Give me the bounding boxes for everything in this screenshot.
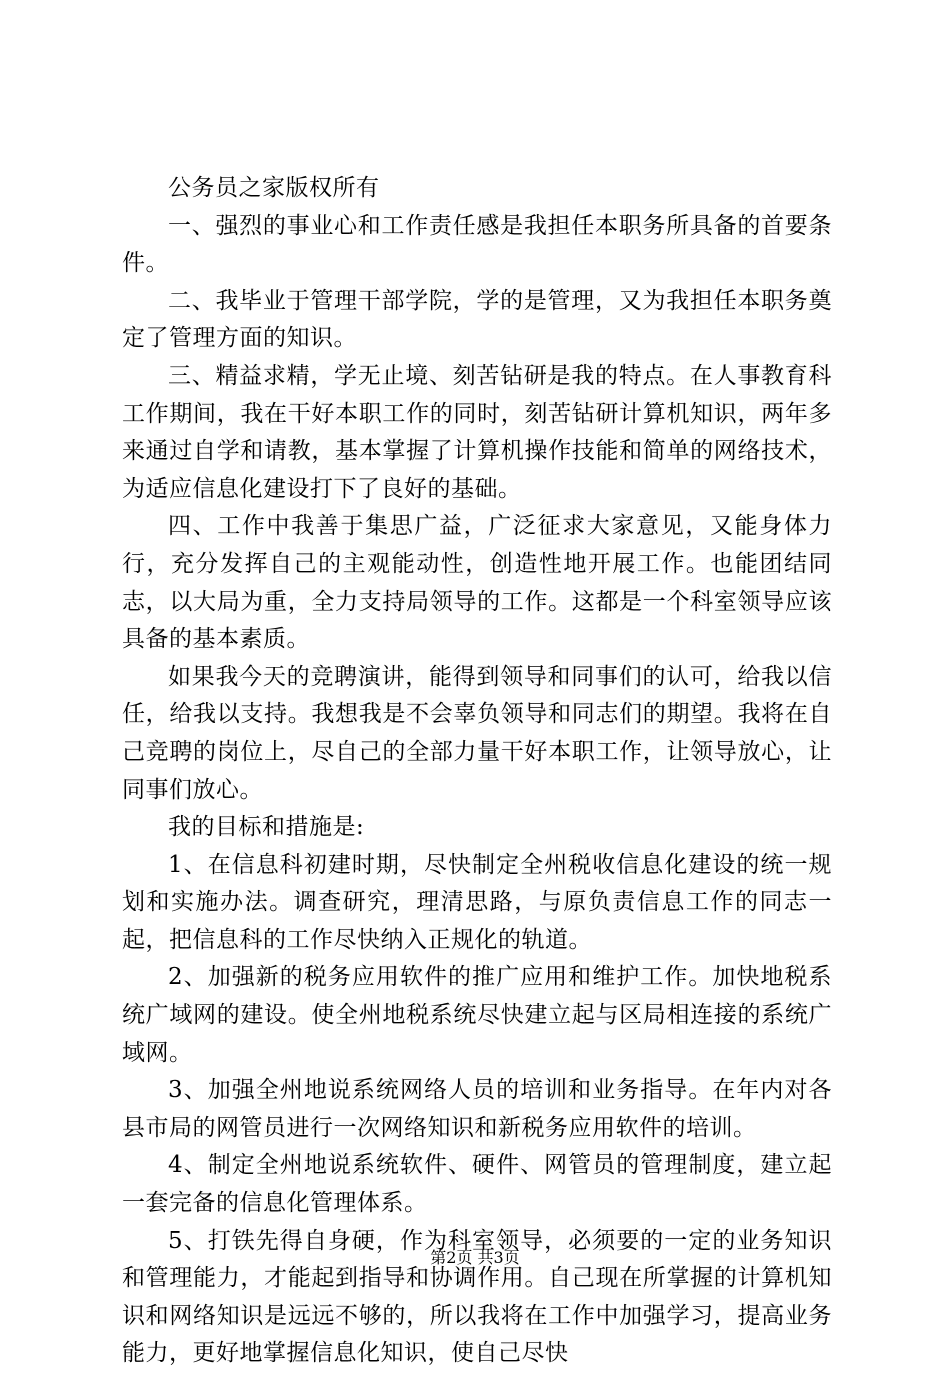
paragraph-2: 二、我毕业于管理干部学院，学的是管理，又为我担任本职务奠定了管理方面的知识。 <box>122 287 832 352</box>
paragraph-copyright: 公务员之家版权所有 <box>168 175 380 201</box>
paragraph-3: 三、精益求精，学无止境、刻苦钻研是我的特点。在人事教育科工作期间，我在干好本职工作的同时，刻苦钻研计算机知识，两年多来通过自学和请教，基本掌握了计算机操作技能和简单的网络技术，为适应信息化建设打下了良好的基础。 <box>122 362 832 502</box>
paragraph-5: 如果我今天的竞聘演讲，能得到领导和同事们的认可，给我以信任，给我以支持。我想我是不会辜负领导和同志们的期望。我将在自己竞聘的岗位上，尽自己的全部力量干好本职工作，让领导放心，让同事们放心。 <box>122 663 832 803</box>
paragraph-4: 四、工作中我善于集思广益，广泛征求大家意见，又能身体力行，充分发挥自己的主观能动性，创造性地开展工作。也能团结同志，以大局为重，全力支持局领导的工作。这都是一个科室领导应该具备的基本素质。 <box>122 513 832 653</box>
paragraph-measure-5: 5、打铁先得自身硬，作为科室领导，必须要的一定的业务知识和管理能力，才能起到指导和协调作用。自己现在所掌握的计算机知识和网络知识是远远不够的，所以我将在工作中加强学习，提高业务能力，更好地掌握信息化知识，使自己尽快 <box>122 1227 832 1367</box>
paragraph-measure-4: 4、制定全州地说系统软件、硬件、网管员的管理制度，建立起一套完备的信息化管理体系。 <box>122 1152 832 1217</box>
document-body <box>122 170 832 1373</box>
paragraph-goals-heading: 我的目标和措施是: <box>168 814 365 841</box>
paragraph-measure-3: 3、加强全州地说系统网络人员的培训和业务指导。在年内对各县市局的网管员进行一次网络知识和新税务应用软件的培训。 <box>122 1077 832 1141</box>
paragraph-measure-1: 1、在信息科初建时期，尽快制定全州税收信息化建设的统一规划和实施办法。调查研究，理清思路，与原负责信息工作的同志一起，把信息科的工作尽快纳入正规化的轨道。 <box>122 851 832 953</box>
paragraph-1: 一、强烈的事业心和工作责任感是我担任本职务所具备的首要条件。 <box>122 212 832 277</box>
paragraph-measure-2: 2、加强新的税务应用软件的推广应用和维护工作。加快地税系统广域网的建设。使全州地税系统尽快建立起与区局相连接的系统广域网。 <box>122 964 832 1066</box>
page-footer: 第2页 共3页 <box>430 1248 520 1267</box>
